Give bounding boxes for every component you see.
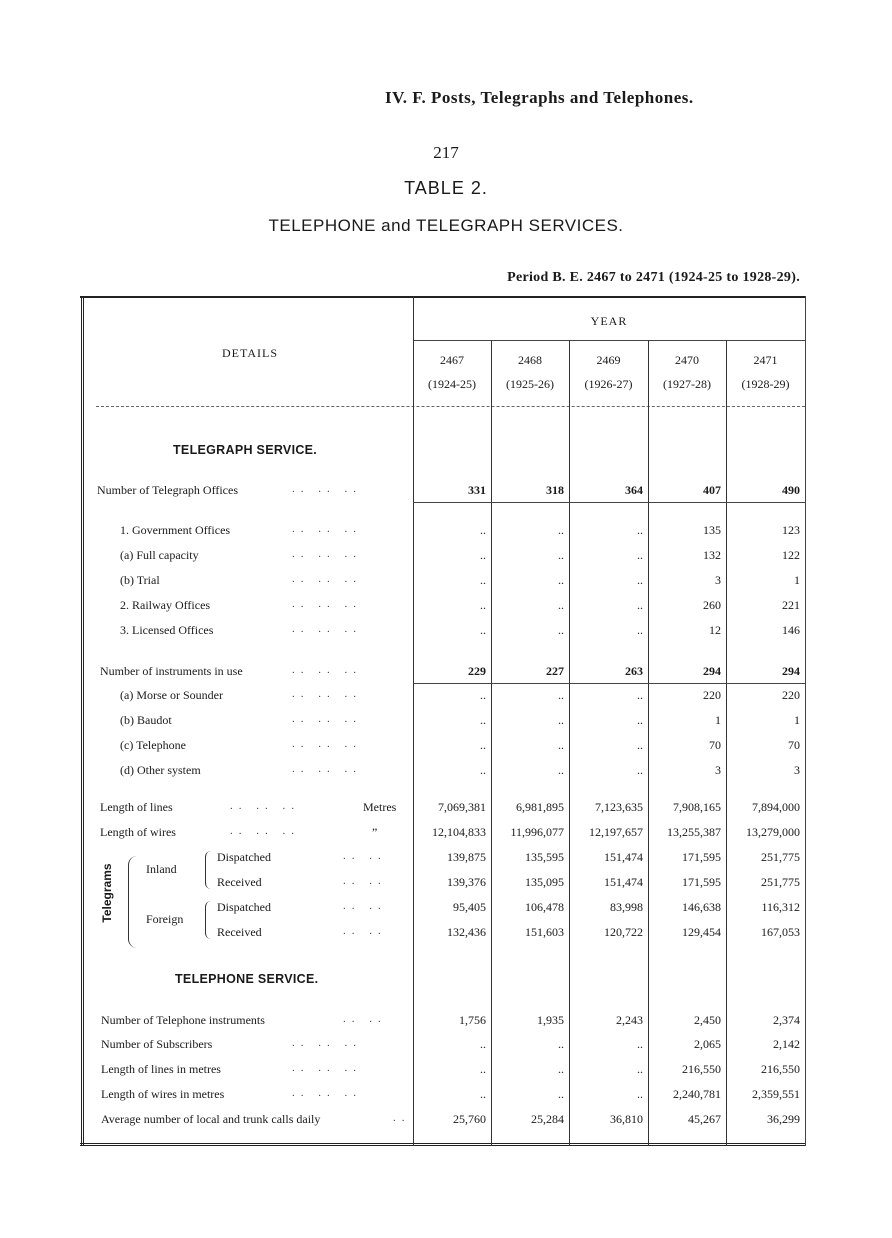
value-cell: .. bbox=[637, 1062, 643, 1076]
leader-dots: .. .. .. bbox=[292, 664, 362, 676]
value-cell: .. bbox=[637, 738, 643, 752]
value-cell: 116,312 bbox=[761, 900, 800, 914]
row-label: Length of wires in metres bbox=[101, 1087, 225, 1101]
row-label: 1. Government Offices bbox=[120, 523, 231, 537]
value-cell: .. bbox=[637, 763, 643, 777]
value-cell: 25,760 bbox=[453, 1112, 486, 1126]
value-cell: .. bbox=[637, 573, 643, 587]
value-cell: 2,065 bbox=[694, 1037, 721, 1051]
value-cell: 139,875 bbox=[447, 850, 486, 864]
leader-dots: .. .. .. bbox=[292, 1087, 362, 1099]
row-label: Received bbox=[217, 875, 262, 889]
value-cell: 251,775 bbox=[761, 875, 800, 889]
inland-label: Inland bbox=[146, 862, 177, 876]
value-cell: 7,894,000 bbox=[752, 800, 800, 814]
value-cell: 221 bbox=[782, 598, 800, 612]
value-cell: 3 bbox=[794, 763, 800, 777]
value-cell: 123 bbox=[782, 523, 800, 537]
row-label: 3. Licensed Offices bbox=[120, 623, 214, 637]
value-cell: .. bbox=[480, 573, 486, 587]
leader-dots: .. .. bbox=[343, 875, 387, 887]
row-label: (d) Other system bbox=[120, 763, 201, 777]
value-cell: 6,981,895 bbox=[516, 800, 564, 814]
value-cell: 2,374 bbox=[773, 1013, 800, 1027]
value-cell: .. bbox=[558, 1037, 564, 1051]
foreign-label: Foreign bbox=[146, 912, 184, 926]
value-cell: 95,405 bbox=[453, 900, 486, 914]
value-cell: 139,376 bbox=[447, 875, 486, 889]
leader-dots: .. .. .. bbox=[292, 738, 362, 750]
value-cell: 11,996,077 bbox=[510, 825, 564, 839]
year-be: 2469 bbox=[596, 353, 621, 367]
year-be: 2467 bbox=[440, 353, 464, 367]
value-cell: .. bbox=[637, 523, 643, 537]
row-label: Number of Telephone instruments bbox=[101, 1013, 265, 1027]
value-cell: .. bbox=[558, 598, 564, 612]
row-label: Length of lines in metres bbox=[101, 1062, 221, 1076]
value-cell: 13,279,000 bbox=[746, 825, 800, 839]
value-cell: 151,474 bbox=[604, 875, 643, 889]
value-cell: .. bbox=[558, 713, 564, 727]
telephone-section-title: TELEPHONE SERVICE. bbox=[175, 972, 319, 986]
row-label: Length of wires bbox=[100, 825, 176, 839]
value-cell: .. bbox=[637, 1037, 643, 1051]
leader-dots: .. .. .. bbox=[230, 825, 300, 837]
value-cell: 132,436 bbox=[447, 925, 486, 939]
telegrams-brace bbox=[128, 856, 137, 948]
value-cell: .. bbox=[637, 688, 643, 702]
year-header: YEAR bbox=[590, 314, 628, 328]
row-label: (a) Full capacity bbox=[120, 548, 199, 562]
value-cell: .. bbox=[558, 573, 564, 587]
period-caption: Period B. E. 2467 to 2471 (1924-25 to 1928-29). bbox=[507, 270, 800, 285]
value-cell: 294 bbox=[782, 664, 800, 678]
value-cell: 122 bbox=[782, 548, 800, 562]
foreign-brace bbox=[205, 901, 211, 939]
unit-label: ” bbox=[372, 825, 378, 839]
value-cell: 1,935 bbox=[537, 1013, 564, 1027]
leader-dots: .. .. bbox=[343, 925, 387, 937]
value-cell: 216,550 bbox=[761, 1062, 800, 1076]
value-cell: .. bbox=[637, 623, 643, 637]
value-cell: 220 bbox=[782, 688, 800, 702]
value-cell: 151,603 bbox=[525, 925, 564, 939]
value-cell: .. bbox=[558, 738, 564, 752]
value-cell: 171,595 bbox=[682, 850, 721, 864]
leader-dots: .. .. .. bbox=[292, 713, 362, 725]
leader-dots: .. bbox=[393, 1112, 411, 1124]
value-cell: 1 bbox=[794, 573, 800, 587]
value-cell: 45,267 bbox=[688, 1112, 721, 1126]
page-number: 217 bbox=[433, 143, 459, 162]
section-header: IV. F. Posts, Telegraphs and Telephones. bbox=[385, 88, 694, 107]
value-cell: 263 bbox=[625, 664, 643, 678]
value-cell: .. bbox=[637, 713, 643, 727]
value-cell: .. bbox=[480, 763, 486, 777]
leader-dots: .. .. .. bbox=[230, 800, 300, 812]
value-cell: 70 bbox=[709, 738, 721, 752]
value-cell: .. bbox=[558, 1062, 564, 1076]
row-label: Number of Subscribers bbox=[101, 1037, 213, 1051]
leader-dots: .. .. .. bbox=[292, 598, 362, 610]
value-cell: .. bbox=[558, 548, 564, 562]
row-label: Dispatched bbox=[217, 850, 271, 864]
value-cell: 1,756 bbox=[459, 1013, 486, 1027]
value-cell: 364 bbox=[625, 483, 643, 497]
value-cell: 146,638 bbox=[682, 900, 721, 914]
row-label: 2. Railway Offices bbox=[120, 598, 211, 612]
year-ad: (1928-29) bbox=[741, 377, 790, 391]
row-label: Average number of local and trunk calls daily bbox=[101, 1112, 321, 1126]
leader-dots: .. .. bbox=[343, 1013, 387, 1025]
value-cell: .. bbox=[558, 523, 564, 537]
telegrams-label: Telegrams bbox=[100, 863, 114, 923]
value-cell: 13,255,387 bbox=[667, 825, 721, 839]
value-cell: 7,908,165 bbox=[673, 800, 721, 814]
value-cell: 132 bbox=[703, 548, 721, 562]
value-cell: 2,450 bbox=[694, 1013, 721, 1027]
value-cell: 167,053 bbox=[761, 925, 800, 939]
leader-dots: .. .. .. bbox=[292, 523, 362, 535]
value-cell: 229 bbox=[468, 664, 486, 678]
value-cell: 12,197,657 bbox=[589, 825, 643, 839]
value-cell: 1 bbox=[794, 713, 800, 727]
leader-dots: .. .. .. bbox=[292, 763, 362, 775]
year-ad: (1924-25) bbox=[428, 377, 476, 391]
year-ad: (1927-28) bbox=[663, 377, 711, 391]
value-cell: .. bbox=[480, 1062, 486, 1076]
value-cell: 407 bbox=[703, 483, 721, 497]
value-cell: .. bbox=[558, 763, 564, 777]
value-cell: 25,284 bbox=[531, 1112, 564, 1126]
row-label: Received bbox=[217, 925, 262, 939]
row-label: (b) Trial bbox=[120, 573, 160, 587]
inland-brace bbox=[205, 851, 211, 889]
value-cell: 83,998 bbox=[610, 900, 643, 914]
table-label: TABLE 2. bbox=[404, 178, 488, 198]
row-label: (c) Telephone bbox=[120, 738, 186, 752]
year-be: 2470 bbox=[675, 353, 699, 367]
value-cell: 490 bbox=[782, 483, 800, 497]
row-label: Number of instruments in use bbox=[100, 664, 243, 678]
row-label: Number of Telegraph Offices bbox=[97, 483, 238, 497]
value-cell: 36,299 bbox=[767, 1112, 800, 1126]
value-cell: .. bbox=[480, 713, 486, 727]
leader-dots: .. .. .. bbox=[292, 623, 362, 635]
value-cell: 171,595 bbox=[682, 875, 721, 889]
value-cell: 260 bbox=[703, 598, 721, 612]
value-cell: .. bbox=[480, 688, 486, 702]
details-header: DETAILS bbox=[221, 346, 279, 360]
value-cell: 129,454 bbox=[682, 925, 721, 939]
value-cell: 70 bbox=[788, 738, 800, 752]
leader-dots: .. .. .. bbox=[292, 1062, 362, 1074]
value-cell: 120,722 bbox=[604, 925, 643, 939]
value-cell: 3 bbox=[715, 763, 721, 777]
year-ad: (1926-27) bbox=[584, 377, 633, 391]
year-be: 2471 bbox=[753, 353, 778, 367]
value-cell: 12 bbox=[709, 623, 721, 637]
value-cell: .. bbox=[480, 738, 486, 752]
value-cell: 146 bbox=[782, 623, 800, 637]
row-label: (b) Baudot bbox=[120, 713, 172, 727]
value-cell: .. bbox=[480, 623, 486, 637]
value-cell: .. bbox=[558, 688, 564, 702]
value-cell: .. bbox=[637, 548, 643, 562]
value-cell: 331 bbox=[468, 483, 486, 497]
value-cell: 135 bbox=[703, 523, 721, 537]
value-cell: 2,240,781 bbox=[673, 1087, 721, 1101]
value-cell: 1 bbox=[715, 713, 721, 727]
unit-label: Metres bbox=[363, 800, 397, 814]
value-cell: 135,595 bbox=[525, 850, 564, 864]
value-cell: 2,142 bbox=[773, 1037, 800, 1051]
value-cell: 2,359,551 bbox=[752, 1087, 800, 1101]
value-cell: 7,069,381 bbox=[438, 800, 486, 814]
leader-dots: .. .. .. bbox=[292, 548, 362, 560]
value-cell: 106,478 bbox=[525, 900, 564, 914]
value-cell: 220 bbox=[703, 688, 721, 702]
value-cell: 135,095 bbox=[525, 875, 564, 889]
year-be: 2468 bbox=[518, 353, 542, 367]
value-cell: 151,474 bbox=[604, 850, 643, 864]
value-cell: .. bbox=[480, 523, 486, 537]
row-label: (a) Morse or Sounder bbox=[120, 688, 223, 702]
value-cell: 7,123,635 bbox=[595, 800, 643, 814]
value-cell: .. bbox=[558, 623, 564, 637]
value-cell: 318 bbox=[546, 483, 564, 497]
value-cell: 227 bbox=[546, 664, 564, 678]
value-cell: .. bbox=[480, 598, 486, 612]
leader-dots: .. .. .. bbox=[292, 483, 362, 495]
leader-dots: .. .. bbox=[343, 850, 387, 862]
value-cell: 3 bbox=[715, 573, 721, 587]
value-cell: .. bbox=[480, 1087, 486, 1101]
leader-dots: .. .. .. bbox=[292, 688, 362, 700]
value-cell: .. bbox=[637, 1087, 643, 1101]
table-title: TELEPHONE and TELEGRAPH SERVICES. bbox=[268, 216, 624, 235]
value-cell: 216,550 bbox=[682, 1062, 721, 1076]
value-cell: 294 bbox=[703, 664, 721, 678]
value-cell: .. bbox=[637, 598, 643, 612]
value-cell: 12,104,833 bbox=[432, 825, 486, 839]
value-cell: 36,810 bbox=[610, 1112, 643, 1126]
leader-dots: .. .. .. bbox=[292, 573, 362, 585]
leader-dots: .. .. .. bbox=[292, 1037, 362, 1049]
value-cell: .. bbox=[480, 548, 486, 562]
leader-dots: .. .. bbox=[343, 900, 387, 912]
value-cell: 251,775 bbox=[761, 850, 800, 864]
row-label: Length of lines bbox=[100, 800, 173, 814]
telegraph-section-title: TELEGRAPH SERVICE. bbox=[173, 443, 318, 457]
value-cell: 2,243 bbox=[616, 1013, 643, 1027]
year-ad: (1925-26) bbox=[506, 377, 554, 391]
row-label: Dispatched bbox=[217, 900, 271, 914]
value-cell: .. bbox=[480, 1037, 486, 1051]
value-cell: .. bbox=[558, 1087, 564, 1101]
